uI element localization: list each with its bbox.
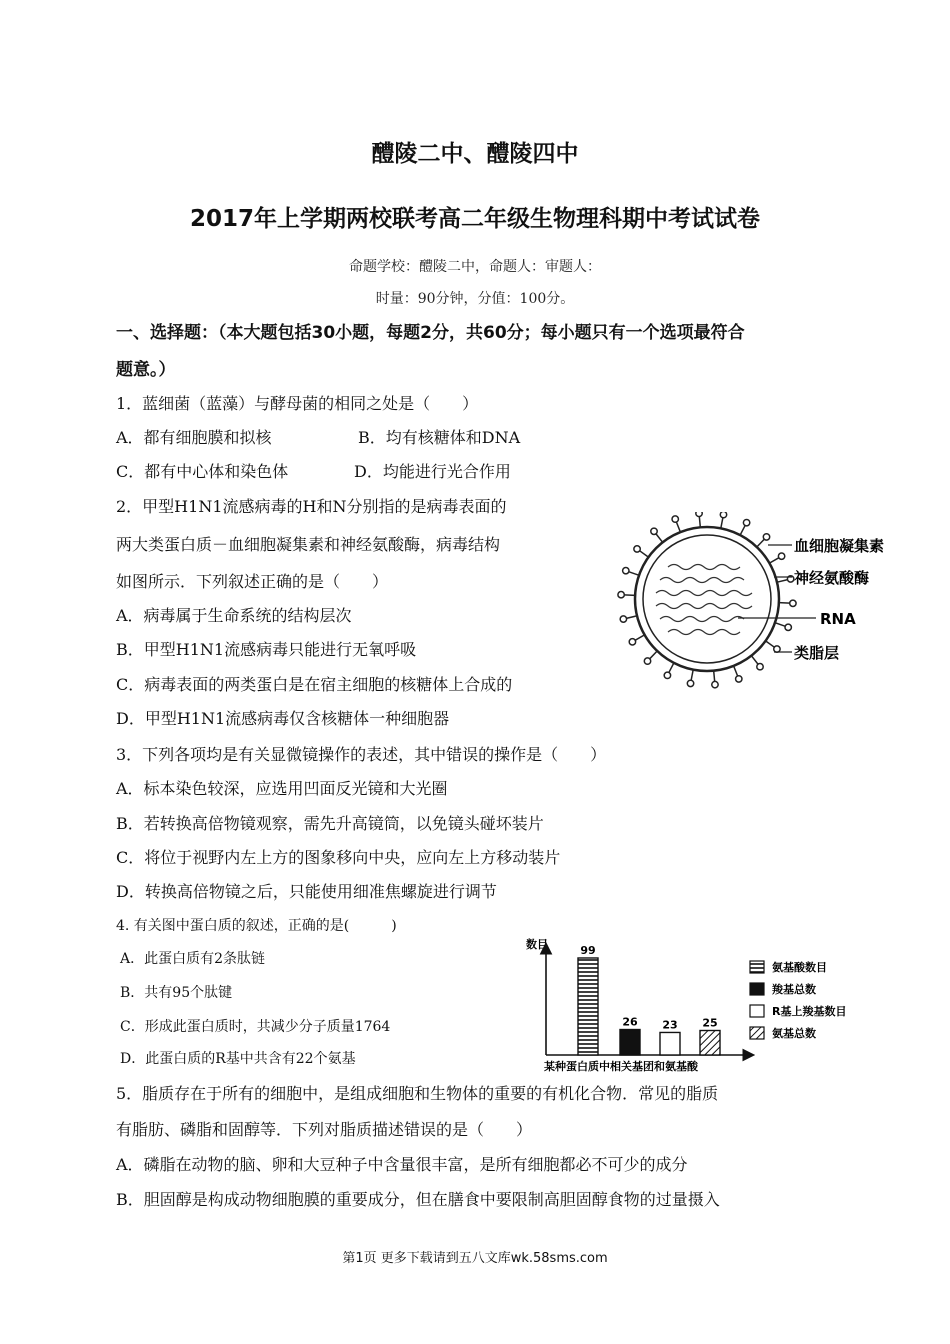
legend-label: 氨基总数 [772, 1027, 816, 1040]
q2-stem-line3: 如图所示．下列叙述正确的是（ ） [116, 572, 389, 591]
protein-bar-chart [520, 935, 895, 1075]
spike-head [618, 592, 624, 598]
rna-strands [656, 565, 752, 635]
q2-option-d: D．甲型H1N1流感病毒仅含核糖体一种细胞器 [116, 709, 450, 728]
spike-stalk [640, 551, 649, 557]
spike-head [664, 672, 670, 678]
q5-option-b: B．胆固醇是构成动物细胞膜的重要成分，但在膳食中要限制高胆固醇食物的过量摄入 [116, 1190, 720, 1209]
legend-swatch [750, 1005, 764, 1017]
exam-title: 2017年上学期两校联考高二年级生物理科期中考试试卷 [189, 206, 760, 232]
spike-head [763, 534, 769, 540]
spike-stalk [699, 516, 700, 527]
spike-stalk [714, 671, 715, 682]
q2-stem-line2: 两大类蛋白质－血细胞凝集素和神经氨酸酶，病毒结构 [116, 535, 501, 554]
chart-ylabel: 数目 [526, 938, 548, 951]
legend-swatch [750, 961, 764, 973]
spike-head [634, 546, 640, 552]
spike-stalk [635, 635, 645, 640]
spike-stalk [669, 663, 674, 673]
spike-head [644, 658, 650, 664]
spike-stalk [740, 525, 745, 535]
spike-stalk [779, 603, 790, 604]
spike-head [629, 639, 635, 645]
chart-data-label: 25 [702, 1016, 718, 1030]
q1-stem: 1．蓝细菌（蓝藻）与酵母菌的相同之处是（ ） [116, 394, 479, 413]
spike-head [687, 680, 693, 686]
section-heading-cont: 题意。） [116, 360, 176, 380]
section-heading: 一、选择题：（本大题包括30小题，每题2分，共60分；每小题只有一个选项最符合 [116, 323, 745, 343]
spike-stalk [676, 522, 680, 532]
q3-option-a: A．标本染色较深，应选用凹面反光镜和大光圈 [116, 779, 448, 798]
virus-structure-figure [610, 512, 920, 692]
label-rna: RNA [820, 610, 856, 628]
q5-option-a: A．磷脂在动物的脑、卵和大豆种子中含量很丰富，是所有细胞都必不可少的成分 [116, 1155, 688, 1174]
legend-label: R基上羧基数目 [772, 1005, 847, 1018]
q3-option-d: D．转换高倍物镜之后，只能使用细准焦螺旋进行调节 [116, 882, 497, 901]
q4-option-d: D．此蛋白质的R基中共含有22个氨基 [120, 1051, 356, 1067]
label-neuraminidase: 神经氨酸酶 [794, 569, 870, 587]
spike-stalk [769, 558, 779, 563]
q5-stem-line2: 有脂肪、磷脂和固醇等．下列对脂质描述错误的是（ ） [116, 1120, 533, 1139]
spike-head [651, 528, 657, 534]
spike-head [757, 664, 763, 670]
legend-swatch [750, 1027, 764, 1039]
spike-head [623, 567, 629, 573]
legend-label: 羧基总数 [772, 983, 816, 996]
q5-stem-line1: 5．脂质存在于所有的细胞中，是组成细胞和生物体的重要的有机化合物．常见的脂质 [116, 1084, 719, 1103]
spike-stalk [775, 623, 785, 627]
legend-label: 氨基酸数目 [772, 961, 827, 974]
school-title: 醴陵二中、醴陵四中 [371, 141, 579, 167]
surface-spikes [618, 512, 796, 688]
q3-stem: 3．下列各项均是有关显微镜操作的表述，其中错误的操作是（ ） [116, 745, 607, 764]
q1-option-b: B．均有核糖体和DNA [358, 428, 521, 447]
chart-bar [578, 958, 598, 1055]
legend-swatch [750, 983, 764, 995]
virus-body [635, 527, 779, 671]
q4-stem: 4. 有关图中蛋白质的叙述，正确的是( ) [116, 918, 397, 934]
spike-head [778, 553, 784, 559]
spike-stalk [751, 656, 758, 665]
spike-stalk [766, 641, 775, 647]
spike-head [790, 600, 796, 606]
spike-stalk [650, 651, 658, 659]
page-footer: 第1页 更多下载请到五八文库wk.58sms.com [342, 1251, 608, 1266]
chart-bar [700, 1031, 720, 1056]
spike-stalk [626, 616, 637, 619]
chart-bar [620, 1030, 640, 1055]
chart-data-label: 26 [622, 1015, 638, 1029]
label-hemagglutinin: 血细胞凝集素 [794, 537, 885, 555]
exam-info-setter: 命题学校：醴陵二中，命题人：审题人： [349, 259, 601, 275]
q2-option-c: C．病毒表面的两类蛋白是在宿主细胞的核糖体上合成的 [116, 675, 513, 694]
spike-head [743, 519, 749, 525]
spike-stalk [691, 670, 693, 681]
q1-option-c: C．都有中心体和染色体 [116, 462, 289, 481]
q3-option-c: C．将位于视野内左上方的图象移向中央，应向左上方移动装片 [116, 848, 561, 867]
spike-stalk [656, 534, 663, 543]
spike-head [774, 646, 780, 652]
q4-option-c: C．形成此蛋白质时，共减少分子质量1764 [120, 1019, 391, 1035]
spike-head [720, 512, 726, 518]
q2-option-b: B．甲型H1N1流感病毒只能进行无氧呼吸 [116, 640, 417, 659]
spike-stalk [734, 666, 738, 676]
spike-head [785, 624, 791, 630]
chart-data-label: 99 [580, 943, 596, 957]
q4-option-b: B．共有95个肽键 [120, 985, 233, 1001]
spike-head [712, 681, 718, 687]
spike-stalk [629, 572, 639, 576]
spike-stalk [624, 595, 635, 596]
spike-head [696, 512, 702, 517]
q2-option-a: A．病毒属于生命系统的结构层次 [116, 606, 352, 625]
label-lipid-layer: 类脂层 [794, 644, 840, 662]
spike-head [672, 516, 678, 522]
spike-stalk [757, 539, 765, 547]
q1-option-d: D．均能进行光合作用 [354, 462, 511, 481]
q3-option-b: B．若转换高倍物镜观察，需先升高镜筒，以免镜头碰坏装片 [116, 814, 544, 833]
chart-bar [660, 1032, 680, 1055]
exam-info-time: 时量：90分钟，分值：100分。 [375, 291, 575, 307]
chart-data-label: 23 [662, 1018, 678, 1032]
q4-option-a: A．此蛋白质有2条肽链 [120, 951, 266, 967]
q1-option-a: A．都有细胞膜和拟核 [116, 428, 272, 447]
spike-head [620, 616, 626, 622]
spike-stalk [777, 580, 788, 583]
spike-head [736, 676, 742, 682]
chart-xlabel: 某种蛋白质中相关基团和氨基酸 [544, 1060, 698, 1073]
q2-stem-line1: 2．甲型H1N1流感病毒的H和N分别指的是病毒表面的 [116, 497, 507, 516]
spike-stalk [721, 518, 723, 529]
